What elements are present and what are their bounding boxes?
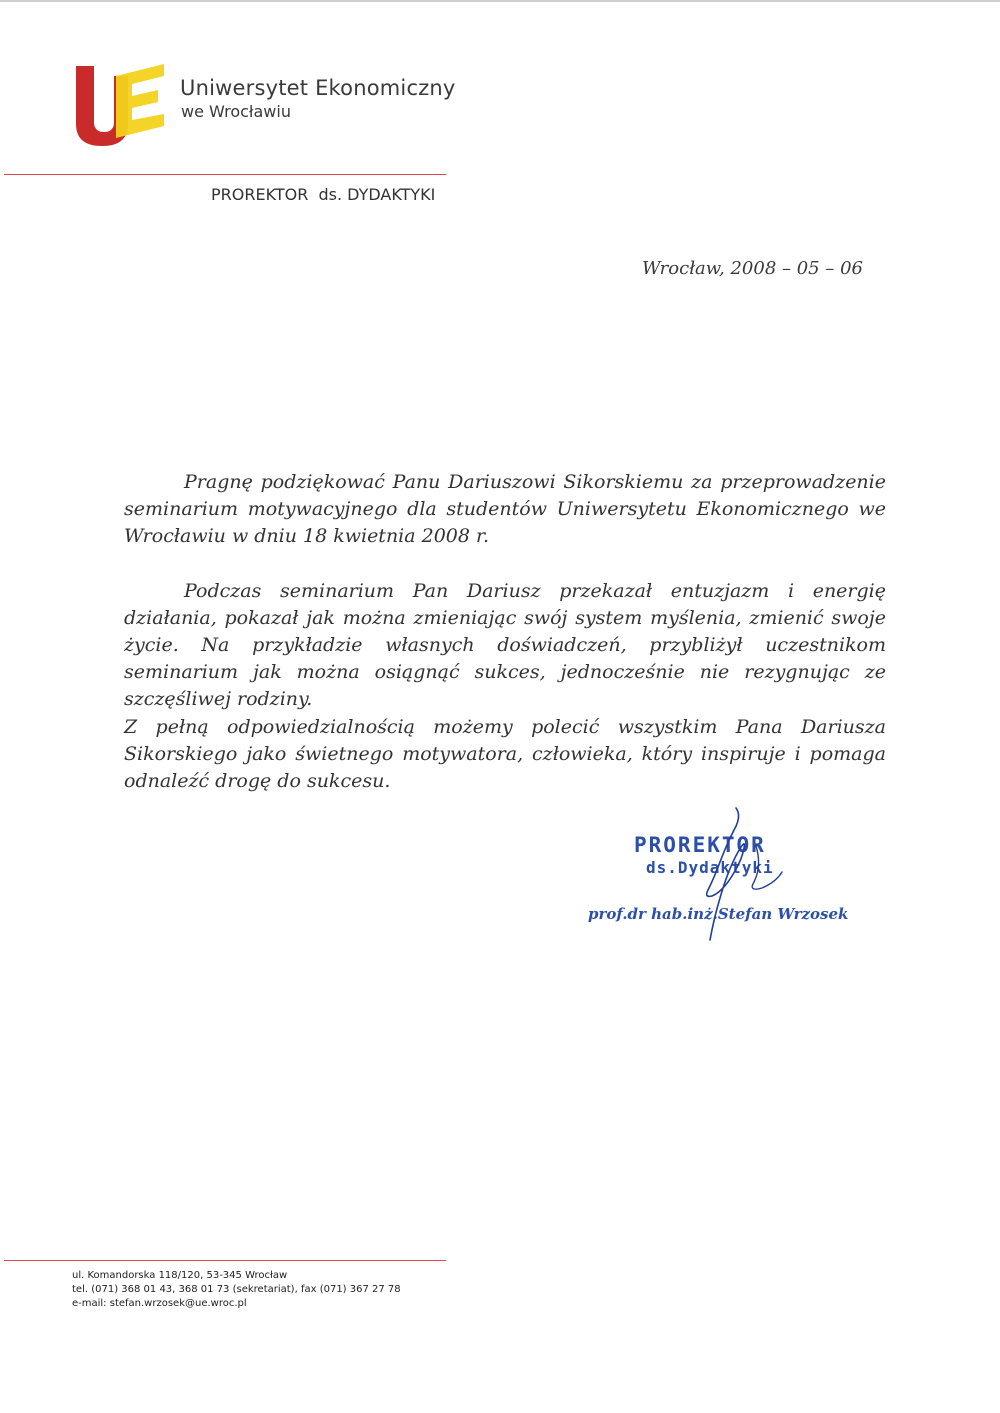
footer-email: e-mail: stefan.wrzosek@ue.wroc.pl bbox=[72, 1298, 247, 1309]
letter-paragraph-2: Podczas seminarium Pan Dariusz przekazał entuzjazm i energię działania, pokazał jak można zmieniając swój system myślenia, zmienić swoje życie. Na przykładzie własnych doświadczeń, przybliżył uczestnikom seminarium jak można osiągnąć sukces, jednocześnie nie rezygnując ze szczęśliwej rodziny. bbox=[124, 580, 886, 710]
stamp-title: PROREKTOR bbox=[634, 833, 766, 857]
logo-letter-e bbox=[116, 64, 164, 138]
official-stamp bbox=[586, 806, 849, 946]
university-city: we Wrocławiu bbox=[181, 102, 291, 121]
university-logo bbox=[72, 62, 172, 148]
footer-divider bbox=[4, 1260, 446, 1261]
place-date: Wrocław, 2008 – 05 – 06 bbox=[641, 258, 863, 279]
university-name: Uniwersytet Ekonomiczny bbox=[180, 76, 456, 100]
letter-paragraph-3: Z pełną odpowiedzialnością możemy polecić wszystkim Pana Dariusza Sikorskiego jako świetnego motywatora, człowieka, który inspiruje i pomaga odnaleźć drogę do sukcesu. bbox=[124, 716, 886, 792]
footer-phone: tel. (071) 368 01 43, 368 01 73 (sekretariat), fax (071) 367 27 78 bbox=[72, 1284, 401, 1295]
page-top-edge bbox=[0, 0, 1000, 2]
footer-address: ul. Komandorska 118/120, 53-345 Wrocław bbox=[72, 1270, 288, 1281]
stamp-subtitle: ds.Dydaktyki bbox=[646, 858, 774, 877]
letter-paragraph-1: Pragnę podziękować Panu Dariuszowi Sikorskiemu za przeprowadzenie seminarium motywacyjnego dla studentów Uniwersytetu Ekonomicznego we Wrocławiu w dniu 18 kwietnia 2008 r. bbox=[124, 471, 886, 547]
header-divider bbox=[4, 174, 446, 175]
stamp-name: prof.dr hab.inż.Stefan Wrzosek bbox=[588, 905, 849, 923]
department-title: PROREKTOR ds. DYDAKTYKI bbox=[211, 185, 436, 204]
handwritten-signature bbox=[586, 806, 849, 946]
